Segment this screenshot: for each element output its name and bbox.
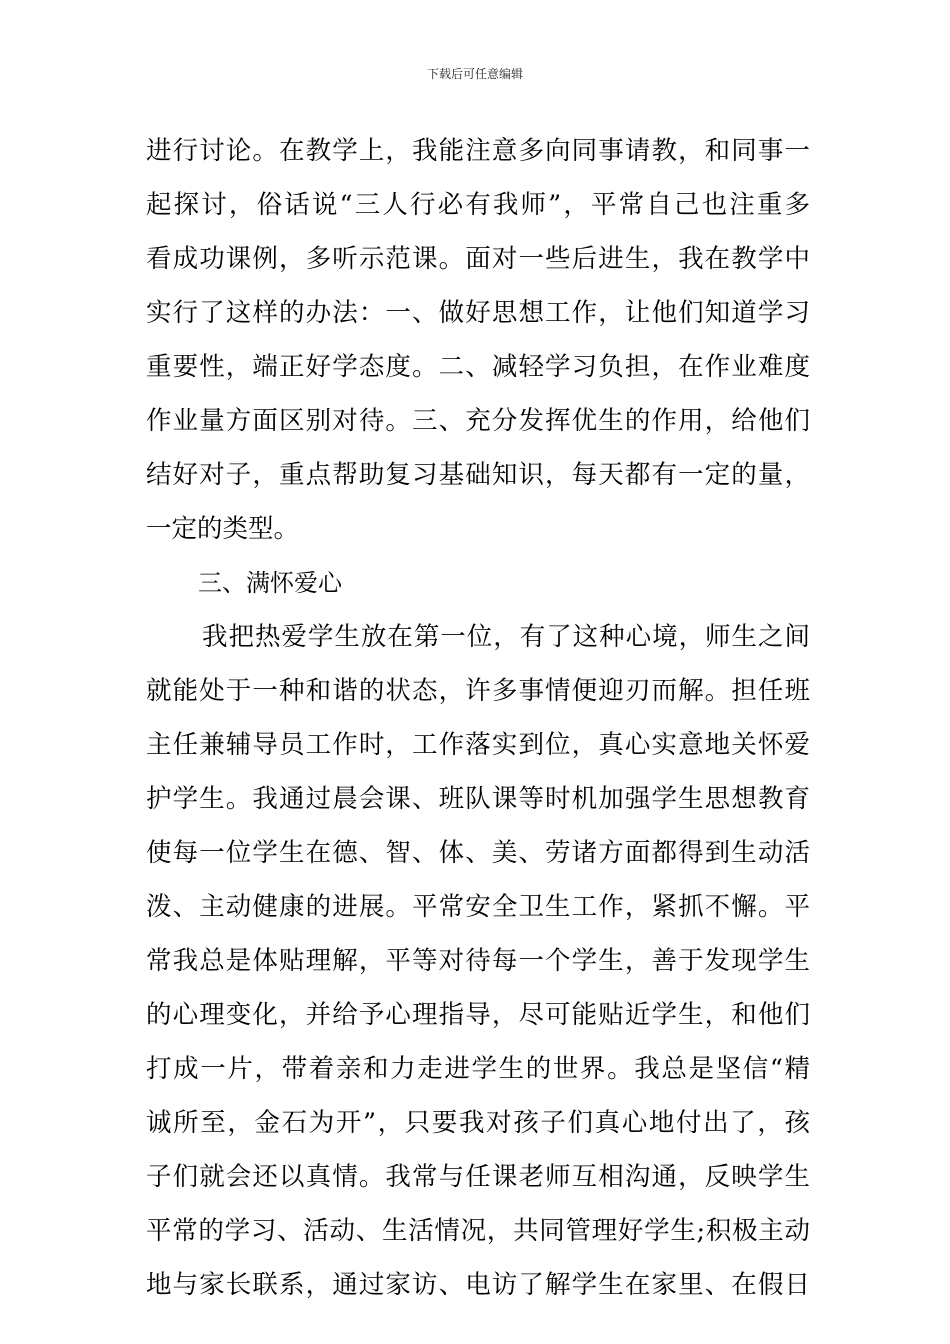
text-line: 泼、主动健康的进展。平常安全卫生工作，紧抓不懈。平	[146, 892, 810, 922]
section-heading: 三、满怀爱心	[198, 569, 342, 597]
text-line: 平常的学习、活动、生活情况，共同管理好学生;积极主动	[146, 1216, 810, 1246]
text-line: 实行了这样的办法：一、做好思想工作，让他们知道学习	[146, 298, 810, 328]
text-line: 使每一位学生在德、智、体、美、劳诸方面都得到生动活	[146, 838, 810, 868]
text-line: 常我总是体贴理解，平等对待每一个学生，善于发现学生	[146, 946, 810, 976]
text-line: 结好对子，重点帮助复习基础知识，每天都有一定的量，	[146, 460, 810, 490]
text-line: 主任兼辅导员工作时，工作落实到位，真心实意地关怀爱	[146, 730, 810, 760]
text-line: 打成一片，带着亲和力走进学生的世界。我总是坚信“精	[146, 1054, 810, 1084]
text-line: 就能处于一种和谐的状态，许多事情便迎刃而解。担任班	[146, 676, 810, 706]
text-line: 我把热爱学生放在第一位，有了这种心境，师生之间	[202, 622, 810, 652]
text-line: 重要性，端正好学态度。二、减轻学习负担，在作业难度	[146, 352, 810, 382]
text-line: 进行讨论。在教学上，我能注意多向同事请教，和同事一	[146, 136, 810, 166]
text-line: 诚所至，金石为开”，只要我对孩子们真心地付出了，孩	[146, 1108, 810, 1138]
text-line: 作业量方面区别对待。三、充分发挥优生的作用，给他们	[146, 406, 810, 436]
text-line: 起探讨，俗话说“三人行必有我师”，平常自己也注重多	[146, 190, 810, 220]
text-line: 子们就会还以真情。我常与任课老师互相沟通，反映学生	[146, 1162, 810, 1192]
text-line: 一定的类型。	[146, 514, 300, 544]
text-line: 的心理变化，并给予心理指导，尽可能贴近学生，和他们	[146, 1000, 810, 1030]
text-line: 护学生。我通过晨会课、班队课等时机加强学生思想教育	[146, 784, 810, 814]
text-line: 地与家长联系，通过家访、电访了解学生在家里、在假日	[146, 1270, 810, 1300]
body-text	[146, 124, 810, 1312]
page-header: 下载后可任意编辑	[426, 67, 523, 81]
text-line: 看成功课例，多听示范课。面对一些后进生，我在教学中	[146, 244, 810, 274]
